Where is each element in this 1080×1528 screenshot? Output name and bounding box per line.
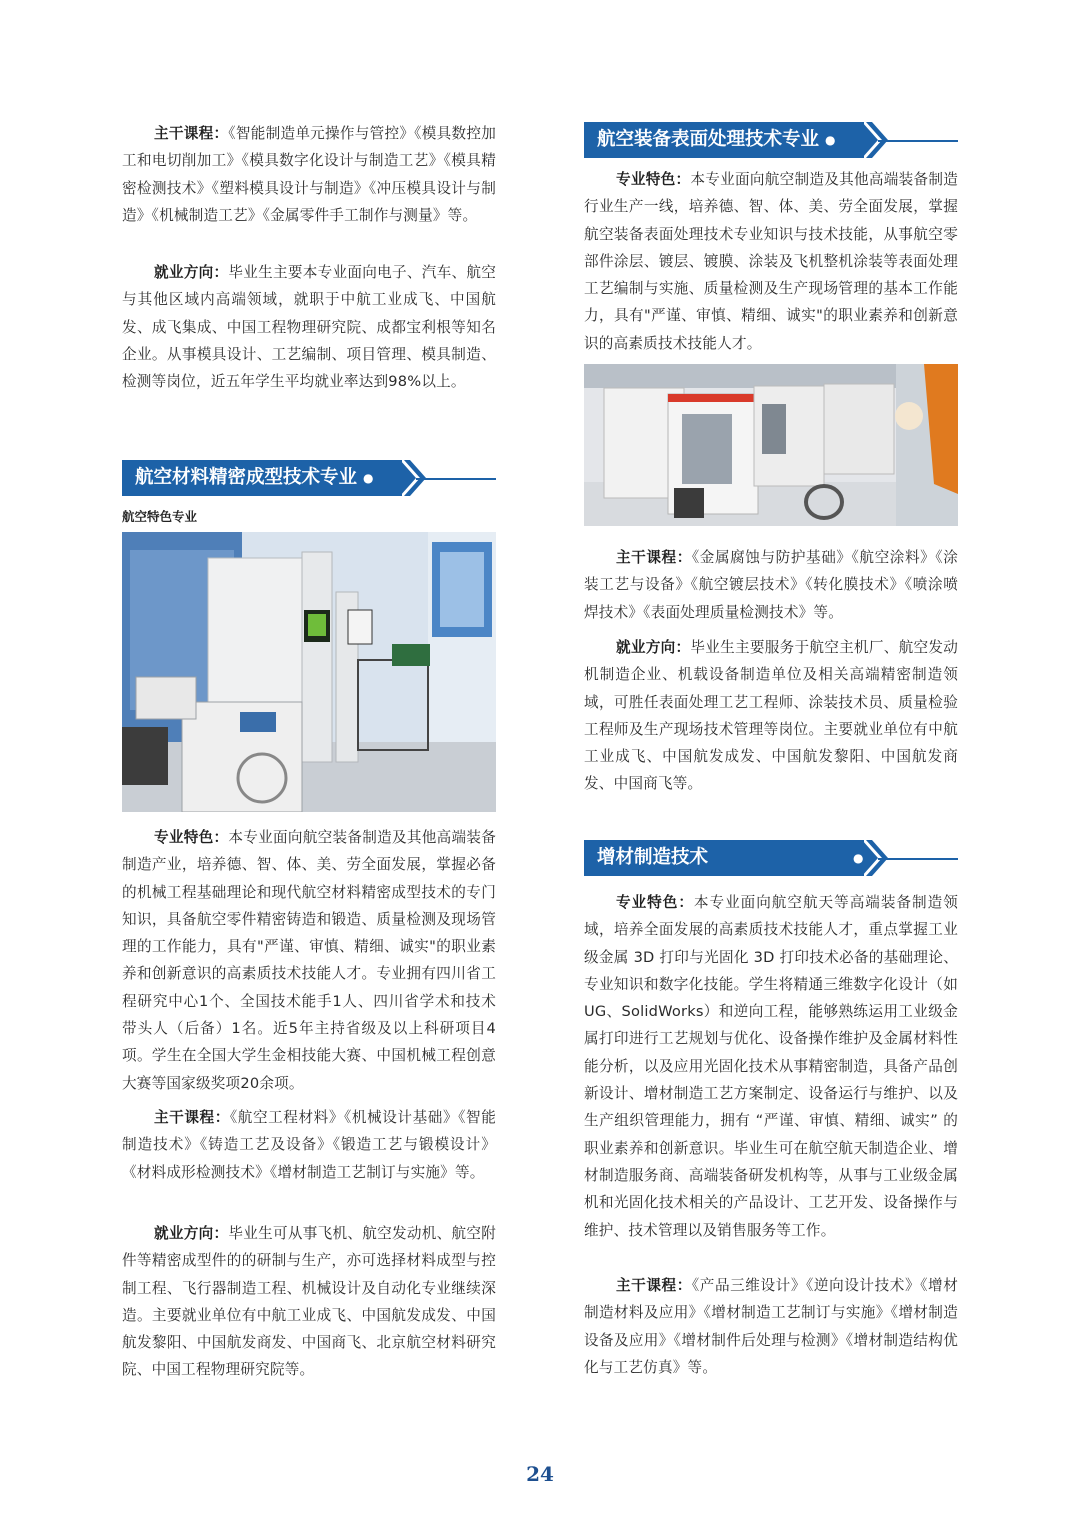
employment-paragraph-materials bbox=[122, 1220, 496, 1384]
paragraph-text: 毕业生可从事飞机、航空发动机、航空附件等精密成型件的的研制与生产，亦可选择材料成型与控制工程、飞行器制造工程、机械设计及自动化专业继续深造。主要就业单位有中航工业成飞、中国航发成发、中国航发黎阳、中国航发商发、中国商飞、北京航空材料研究院、中国工程物理研究院等。 bbox=[122, 1225, 496, 1379]
feature-paragraph-materials bbox=[122, 824, 496, 1097]
label: 就业方向： bbox=[616, 639, 691, 656]
paragraph-text: 毕业生主要本专业面向电子、汽车、航空与其他区域内高端领域，就职于中航工业成飞、中国航发、成飞集成、中国工程物理研究院、成都宝利根等知名企业。从事模具设计、工艺编制、项目管理、模具制造、检测等岗位，近五年学生平均就业率达到98%以上。 bbox=[122, 264, 496, 391]
section-heading-surface bbox=[584, 120, 958, 160]
page-number: 24 bbox=[526, 1462, 554, 1486]
employment-paragraph-surface bbox=[584, 634, 958, 798]
label: 主干课程： bbox=[154, 125, 229, 142]
feature-paragraph-surface bbox=[584, 166, 958, 357]
heading-text: 航空材料精密成型技术专业 bbox=[135, 467, 358, 488]
employment-paragraph-mold bbox=[122, 259, 496, 395]
heading-text: 增材制造技术 bbox=[597, 847, 709, 868]
lab-photo-surface-treatment bbox=[584, 364, 958, 526]
label: 就业方向： bbox=[154, 1225, 229, 1242]
paragraph-text: 《智能制造单元操作与管控》《模具数控加工和电切削加工》《模具数字化设计与制造工艺》《模具精密检测技术》《塑料模具设计与制造》《冲压模具设计与制造》《机械制造工艺》《金属零件手工制作与测量》等。 bbox=[122, 125, 496, 224]
label: 专业特色： bbox=[154, 829, 229, 846]
paragraph-text: 本专业面向航空制造及其他高端装备制造行业生产一线，培养德、智、体、美、劳全面发展，掌握航空装备表面处理技术专业知识与技术技能，从事航空零部件涂层、镀层、镀膜、涂装及飞机整机涂装等表面处理工艺编制与实施、质量检测及生产现场管理的基本工作能力，具有"严谨、审慎、精细、诚实"的职业素养和创新意识的高素质技术技能人才。 bbox=[584, 171, 958, 352]
photo-caption: 航空特色专业 bbox=[122, 509, 198, 524]
section-heading-materials bbox=[122, 458, 496, 498]
heading-bar: 增材制造技术 ● bbox=[584, 840, 864, 876]
section-heading-additive bbox=[584, 838, 958, 878]
paragraph-text: 本专业面向航空装备制造及其他高端装备制造产业，培养德、智、体、美、劳全面发展，掌握必备的机械工程基础理论和现代航空材料精密成型技术的专门知识，具备航空零件精密铸造和锻造、质量检测及现场管理的工作能力，具有"严谨、审慎、精细、诚实"的职业素养和创新意识的高素质技术技能人才。专业拥有四川省工程研究中心1个、全国技术能手1人、四川省学术和技术带头人（后备）1名。近5年主持省级及以上科研项目4项。学生在全国大学生金相技能大赛、中国机械工程创意大赛等国家级奖项20余项。 bbox=[122, 829, 496, 1092]
main-courses-paragraph-mold bbox=[122, 120, 496, 229]
paragraph-text: 本专业面向航空航天等高端装备制造领域，培养全面发展的高素质技术技能人才，重点掌握工业级金属 3D 打印与光固化 3D 打印技术必备的基础理论、专业知识和数字化技能。学生将精通三维数字化设计（如 UG、SolidWorks）和逆向工程，能够熟练运用工业级金属打印进行工艺规划与优化、设备操作维护及金属材料性能分析，以及应用光固化技术从事精密制造，具备产品创新设计、增材制造工艺方案制定、设备运行与维护、以及生产组织管理能力，拥有 “严谨、审慎、精细、诚实” 的职业素养和创新意识。毕业生可在航空航天制造企业、增材制造服务商、高端装备研发机构等，从事与工业级金属机和光固化技术相关的产品设计、工艺开发、设备操作与维护、技术管理以及销售服务等工作。 bbox=[584, 894, 958, 1239]
heading-text: 航空装备表面处理技术专业 bbox=[597, 129, 820, 150]
main-courses-paragraph-additive bbox=[584, 1272, 958, 1381]
paragraph-text: 《金属腐蚀与防护基础》《航空涂料》《涂装工艺与设备》《航空镀层技术》《转化膜技术》《喷涂喷焊技术》《表面处理质量检测技术》等。 bbox=[584, 549, 958, 621]
label: 就业方向： bbox=[154, 264, 229, 281]
main-courses-paragraph-surface bbox=[584, 544, 958, 626]
main-courses-paragraph-materials bbox=[122, 1104, 496, 1186]
label: 主干课程： bbox=[616, 1277, 692, 1294]
label: 主干课程： bbox=[154, 1109, 230, 1126]
paragraph-text: 毕业生主要服务于航空主机厂、航空发动机制造企业、机载设备制造单位及相关高端精密制造领域，可胜任表面处理工艺工程师、涂装技术员、质量检验工程师及生产现场技术管理等岗位。主要就业单位有中航工业成飞、中国航发成发、中国航发黎阳、中国航发商发、中国商飞等。 bbox=[584, 639, 958, 793]
label: 主干课程： bbox=[616, 549, 692, 566]
paragraph-text: 《产品三维设计》《逆向设计技术》《增材制造材料及应用》《增材制造工艺制订与实施》《增材制造设备及应用》《增材制件后处理与检测》《增材制造结构优化与工艺仿真》等。 bbox=[584, 1277, 958, 1376]
lab-photo-3d-printer bbox=[122, 532, 496, 812]
feature-paragraph-additive bbox=[584, 889, 958, 1244]
label: 专业特色： bbox=[616, 894, 694, 911]
heading-bar: 航空材料精密成型技术专业 ● bbox=[122, 460, 402, 496]
label: 专业特色： bbox=[616, 171, 691, 188]
paragraph-text: 《航空工程材料》《机械设计基础》《智能制造技术》《铸造工艺及设备》《锻造工艺与锻模设计》《材料成形检测技术》《增材制造工艺制订与实施》等。 bbox=[122, 1109, 496, 1181]
heading-bar: 航空装备表面处理技术专业 ● bbox=[584, 122, 864, 158]
